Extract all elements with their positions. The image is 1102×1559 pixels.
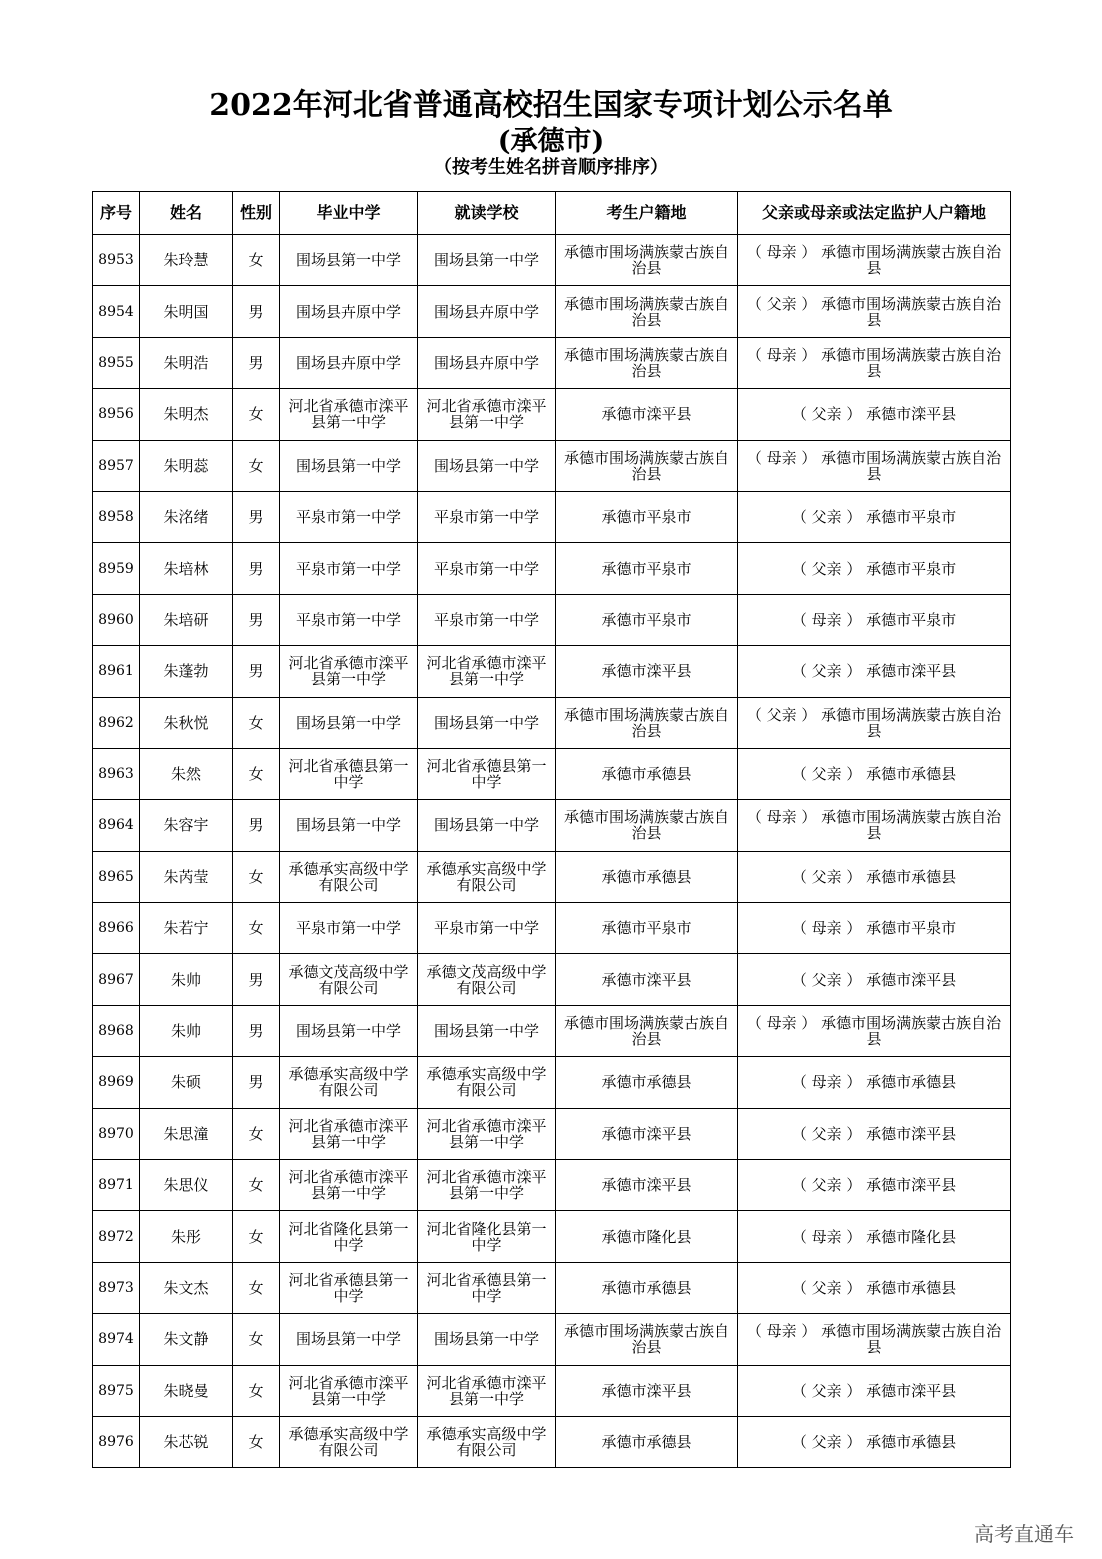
cell-sex: 男 <box>233 594 280 645</box>
cell-graduated-school: 平泉市第一中学 <box>280 543 418 594</box>
page-subtitle: (承德市) <box>497 126 605 157</box>
cell-student-hukou: 承德市围场满族蒙古族自治县 <box>556 235 738 286</box>
cell-guardian-hukou: （ 母亲 ） 承德市隆化县 <box>738 1211 1011 1262</box>
cell-seq: 8955 <box>93 337 140 388</box>
header-sex: 性别 <box>233 192 280 235</box>
cell-guardian-hukou: （ 母亲 ） 承德市围场满族蒙古族自治县 <box>738 1314 1011 1365</box>
cell-seq: 8961 <box>93 646 140 697</box>
cell-current-school: 平泉市第一中学 <box>418 491 556 542</box>
cell-name: 朱芯锐 <box>140 1416 233 1467</box>
cell-seq: 8972 <box>93 1211 140 1262</box>
cell-student-hukou: 承德市平泉市 <box>556 543 738 594</box>
table-body <box>93 235 1011 1468</box>
cell-student-hukou: 承德市承德县 <box>556 1262 738 1313</box>
cell-current-school: 承德承实高级中学有限公司 <box>418 851 556 902</box>
cell-sex: 女 <box>233 235 280 286</box>
table-row <box>93 543 1011 594</box>
cell-current-school: 围场县卉原中学 <box>418 337 556 388</box>
cell-current-school: 承德承实高级中学有限公司 <box>418 1057 556 1108</box>
table-row <box>93 389 1011 440</box>
cell-sex: 女 <box>233 1416 280 1467</box>
cell-current-school: 承德承实高级中学有限公司 <box>418 1416 556 1467</box>
roster-table <box>92 191 1011 1468</box>
cell-graduated-school: 围场县第一中学 <box>280 1314 418 1365</box>
cell-sex: 男 <box>233 543 280 594</box>
cell-name: 朱文静 <box>140 1314 233 1365</box>
cell-guardian-hukou: （ 父亲 ） 承德市滦平县 <box>738 1160 1011 1211</box>
cell-student-hukou: 承德市围场满族蒙古族自治县 <box>556 1314 738 1365</box>
cell-sex: 女 <box>233 903 280 954</box>
cell-name: 朱秋悦 <box>140 697 233 748</box>
cell-seq: 8968 <box>93 1005 140 1056</box>
table-row <box>93 286 1011 337</box>
cell-current-school: 围场县第一中学 <box>418 1005 556 1056</box>
cell-seq: 8965 <box>93 851 140 902</box>
cell-name: 朱玲慧 <box>140 235 233 286</box>
cell-sex: 男 <box>233 800 280 851</box>
cell-graduated-school: 围场县卉原中学 <box>280 286 418 337</box>
cell-guardian-hukou: （ 母亲 ） 承德市围场满族蒙古族自治县 <box>738 235 1011 286</box>
cell-seq: 8956 <box>93 389 140 440</box>
cell-seq: 8967 <box>93 954 140 1005</box>
cell-name: 朱洺绪 <box>140 491 233 542</box>
cell-graduated-school: 围场县第一中学 <box>280 697 418 748</box>
cell-guardian-hukou: （ 父亲 ） 承德市滦平县 <box>738 389 1011 440</box>
cell-student-hukou: 承德市围场满族蒙古族自治县 <box>556 1005 738 1056</box>
cell-current-school: 平泉市第一中学 <box>418 594 556 645</box>
cell-current-school: 河北省承德市滦平县第一中学 <box>418 1108 556 1159</box>
cell-student-hukou: 承德市滦平县 <box>556 389 738 440</box>
cell-guardian-hukou: （ 父亲 ） 承德市滦平县 <box>738 1108 1011 1159</box>
cell-guardian-hukou: （ 父亲 ） 承德市承德县 <box>738 1416 1011 1467</box>
table-row <box>93 1211 1011 1262</box>
cell-seq: 8957 <box>93 440 140 491</box>
cell-student-hukou: 承德市滦平县 <box>556 646 738 697</box>
cell-sex: 女 <box>233 1108 280 1159</box>
cell-graduated-school: 河北省承德市滦平县第一中学 <box>280 646 418 697</box>
sort-note: （按考生姓名拼音顺序排序） <box>434 157 668 178</box>
cell-sex: 男 <box>233 954 280 1005</box>
cell-guardian-hukou: （ 父亲 ） 承德市围场满族蒙古族自治县 <box>738 286 1011 337</box>
table-row <box>93 337 1011 388</box>
cell-name: 朱明蕊 <box>140 440 233 491</box>
table-header-row <box>93 192 1011 235</box>
table-row <box>93 697 1011 748</box>
cell-name: 朱容宇 <box>140 800 233 851</box>
header-graduated-school: 毕业中学 <box>280 192 418 235</box>
cell-sex: 女 <box>233 389 280 440</box>
cell-student-hukou: 承德市滦平县 <box>556 1160 738 1211</box>
cell-student-hukou: 承德市滦平县 <box>556 1108 738 1159</box>
table-row <box>93 1108 1011 1159</box>
cell-name: 朱帅 <box>140 1005 233 1056</box>
cell-graduated-school: 围场县第一中学 <box>280 440 418 491</box>
table-row <box>93 903 1011 954</box>
cell-guardian-hukou: （ 母亲 ） 承德市平泉市 <box>738 594 1011 645</box>
watermark: 高考直通车 <box>974 1522 1074 1546</box>
cell-sex: 女 <box>233 1314 280 1365</box>
cell-sex: 女 <box>233 1365 280 1416</box>
cell-guardian-hukou: （ 父亲 ） 承德市平泉市 <box>738 543 1011 594</box>
cell-name: 朱培研 <box>140 594 233 645</box>
cell-sex: 男 <box>233 491 280 542</box>
cell-name: 朱然 <box>140 748 233 799</box>
cell-student-hukou: 承德市围场满族蒙古族自治县 <box>556 337 738 388</box>
cell-graduated-school: 河北省承德市滦平县第一中学 <box>280 1108 418 1159</box>
cell-graduated-school: 承德承实高级中学有限公司 <box>280 1416 418 1467</box>
cell-sex: 男 <box>233 1005 280 1056</box>
cell-seq: 8973 <box>93 1262 140 1313</box>
cell-sex: 男 <box>233 286 280 337</box>
cell-name: 朱硕 <box>140 1057 233 1108</box>
cell-student-hukou: 承德市承德县 <box>556 1057 738 1108</box>
cell-graduated-school: 河北省承德市滦平县第一中学 <box>280 1160 418 1211</box>
cell-seq: 8966 <box>93 903 140 954</box>
cell-name: 朱思潼 <box>140 1108 233 1159</box>
cell-current-school: 平泉市第一中学 <box>418 543 556 594</box>
table-row <box>93 1416 1011 1467</box>
cell-graduated-school: 河北省承德市滦平县第一中学 <box>280 389 418 440</box>
cell-student-hukou: 承德市滦平县 <box>556 954 738 1005</box>
cell-graduated-school: 承德承实高级中学有限公司 <box>280 1057 418 1108</box>
cell-current-school: 围场县第一中学 <box>418 235 556 286</box>
cell-graduated-school: 河北省隆化县第一中学 <box>280 1211 418 1262</box>
cell-seq: 8953 <box>93 235 140 286</box>
table-row <box>93 800 1011 851</box>
cell-seq: 8969 <box>93 1057 140 1108</box>
cell-seq: 8975 <box>93 1365 140 1416</box>
cell-student-hukou: 承德市承德县 <box>556 748 738 799</box>
cell-graduated-school: 河北省承德县第一中学 <box>280 1262 418 1313</box>
cell-guardian-hukou: （ 母亲 ） 承德市平泉市 <box>738 903 1011 954</box>
cell-student-hukou: 承德市围场满族蒙古族自治县 <box>556 286 738 337</box>
cell-sex: 女 <box>233 440 280 491</box>
cell-name: 朱思仪 <box>140 1160 233 1211</box>
table-row <box>93 1005 1011 1056</box>
cell-graduated-school: 承德文茂高级中学有限公司 <box>280 954 418 1005</box>
cell-name: 朱芮莹 <box>140 851 233 902</box>
cell-current-school: 河北省承德市滦平县第一中学 <box>418 389 556 440</box>
cell-guardian-hukou: （ 父亲 ） 承德市平泉市 <box>738 491 1011 542</box>
cell-student-hukou: 承德市承德县 <box>556 851 738 902</box>
cell-student-hukou: 承德市平泉市 <box>556 594 738 645</box>
cell-name: 朱若宁 <box>140 903 233 954</box>
table-row <box>93 440 1011 491</box>
header-seq: 序号 <box>93 192 140 235</box>
cell-guardian-hukou: （ 母亲 ） 承德市围场满族蒙古族自治县 <box>738 337 1011 388</box>
table-row <box>93 1314 1011 1365</box>
cell-name: 朱培林 <box>140 543 233 594</box>
cell-graduated-school: 围场县第一中学 <box>280 235 418 286</box>
cell-seq: 8963 <box>93 748 140 799</box>
cell-guardian-hukou: （ 父亲 ） 承德市承德县 <box>738 851 1011 902</box>
table-row <box>93 851 1011 902</box>
cell-student-hukou: 承德市平泉市 <box>556 903 738 954</box>
cell-sex: 女 <box>233 1211 280 1262</box>
cell-current-school: 围场县卉原中学 <box>418 286 556 337</box>
cell-sex: 女 <box>233 748 280 799</box>
cell-guardian-hukou: （ 父亲 ） 承德市围场满族蒙古族自治县 <box>738 697 1011 748</box>
cell-seq: 8962 <box>93 697 140 748</box>
cell-current-school: 围场县第一中学 <box>418 697 556 748</box>
cell-seq: 8970 <box>93 1108 140 1159</box>
cell-guardian-hukou: （ 父亲 ） 承德市滦平县 <box>738 646 1011 697</box>
header-name: 姓名 <box>140 192 233 235</box>
cell-current-school: 河北省隆化县第一中学 <box>418 1211 556 1262</box>
cell-guardian-hukou: （ 父亲 ） 承德市滦平县 <box>738 1365 1011 1416</box>
cell-student-hukou: 承德市围场满族蒙古族自治县 <box>556 697 738 748</box>
cell-graduated-school: 河北省承德县第一中学 <box>280 748 418 799</box>
cell-name: 朱文杰 <box>140 1262 233 1313</box>
cell-sex: 女 <box>233 1262 280 1313</box>
cell-sex: 女 <box>233 1160 280 1211</box>
cell-current-school: 河北省承德市滦平县第一中学 <box>418 646 556 697</box>
cell-student-hukou: 承德市承德县 <box>556 1416 738 1467</box>
cell-sex: 女 <box>233 697 280 748</box>
cell-graduated-school: 平泉市第一中学 <box>280 594 418 645</box>
table-row <box>93 235 1011 286</box>
cell-seq: 8959 <box>93 543 140 594</box>
cell-sex: 男 <box>233 646 280 697</box>
cell-student-hukou: 承德市围场满族蒙古族自治县 <box>556 800 738 851</box>
cell-name: 朱明国 <box>140 286 233 337</box>
cell-guardian-hukou: （ 父亲 ） 承德市承德县 <box>738 1262 1011 1313</box>
cell-graduated-school: 承德承实高级中学有限公司 <box>280 851 418 902</box>
cell-guardian-hukou: （ 母亲 ） 承德市围场满族蒙古族自治县 <box>738 440 1011 491</box>
table-row <box>93 1262 1011 1313</box>
table-row <box>93 594 1011 645</box>
cell-name: 朱明浩 <box>140 337 233 388</box>
cell-sex: 女 <box>233 851 280 902</box>
cell-seq: 8974 <box>93 1314 140 1365</box>
cell-seq: 8958 <box>93 491 140 542</box>
cell-name: 朱彤 <box>140 1211 233 1262</box>
cell-seq: 8971 <box>93 1160 140 1211</box>
cell-guardian-hukou: （ 母亲 ） 承德市围场满族蒙古族自治县 <box>738 1005 1011 1056</box>
table-row <box>93 646 1011 697</box>
cell-guardian-hukou: （ 父亲 ） 承德市承德县 <box>738 748 1011 799</box>
cell-graduated-school: 平泉市第一中学 <box>280 491 418 542</box>
table-row <box>93 954 1011 1005</box>
cell-current-school: 围场县第一中学 <box>418 1314 556 1365</box>
cell-guardian-hukou: （ 父亲 ） 承德市滦平县 <box>738 954 1011 1005</box>
header-current-school: 就读学校 <box>418 192 556 235</box>
cell-student-hukou: 承德市平泉市 <box>556 491 738 542</box>
table-row <box>93 1160 1011 1211</box>
cell-name: 朱晓曼 <box>140 1365 233 1416</box>
cell-current-school: 河北省承德县第一中学 <box>418 748 556 799</box>
table-row <box>93 748 1011 799</box>
cell-seq: 8964 <box>93 800 140 851</box>
cell-current-school: 平泉市第一中学 <box>418 903 556 954</box>
cell-student-hukou: 承德市隆化县 <box>556 1211 738 1262</box>
page-title: 2022年河北省普通高校招生国家专项计划公示名单 <box>209 88 893 123</box>
cell-student-hukou: 承德市滦平县 <box>556 1365 738 1416</box>
cell-graduated-school: 平泉市第一中学 <box>280 903 418 954</box>
cell-name: 朱蓬勃 <box>140 646 233 697</box>
cell-sex: 男 <box>233 337 280 388</box>
cell-seq: 8976 <box>93 1416 140 1467</box>
cell-name: 朱明杰 <box>140 389 233 440</box>
cell-current-school: 河北省承德市滦平县第一中学 <box>418 1160 556 1211</box>
cell-graduated-school: 围场县卉原中学 <box>280 337 418 388</box>
cell-guardian-hukou: （ 母亲 ） 承德市围场满族蒙古族自治县 <box>738 800 1011 851</box>
cell-seq: 8954 <box>93 286 140 337</box>
header-guardian-hukou: 父亲或母亲或法定监护人户籍地 <box>738 192 1011 235</box>
cell-graduated-school: 围场县第一中学 <box>280 1005 418 1056</box>
table-row <box>93 1057 1011 1108</box>
table-row <box>93 491 1011 542</box>
cell-current-school: 围场县第一中学 <box>418 800 556 851</box>
cell-current-school: 承德文茂高级中学有限公司 <box>418 954 556 1005</box>
cell-current-school: 河北省承德县第一中学 <box>418 1262 556 1313</box>
cell-student-hukou: 承德市围场满族蒙古族自治县 <box>556 440 738 491</box>
cell-guardian-hukou: （ 母亲 ） 承德市承德县 <box>738 1057 1011 1108</box>
cell-current-school: 围场县第一中学 <box>418 440 556 491</box>
cell-current-school: 河北省承德市滦平县第一中学 <box>418 1365 556 1416</box>
cell-graduated-school: 围场县第一中学 <box>280 800 418 851</box>
cell-seq: 8960 <box>93 594 140 645</box>
header-student-hukou: 考生户籍地 <box>556 192 738 235</box>
cell-graduated-school: 河北省承德市滦平县第一中学 <box>280 1365 418 1416</box>
table-row <box>93 1365 1011 1416</box>
cell-sex: 男 <box>233 1057 280 1108</box>
cell-name: 朱帅 <box>140 954 233 1005</box>
